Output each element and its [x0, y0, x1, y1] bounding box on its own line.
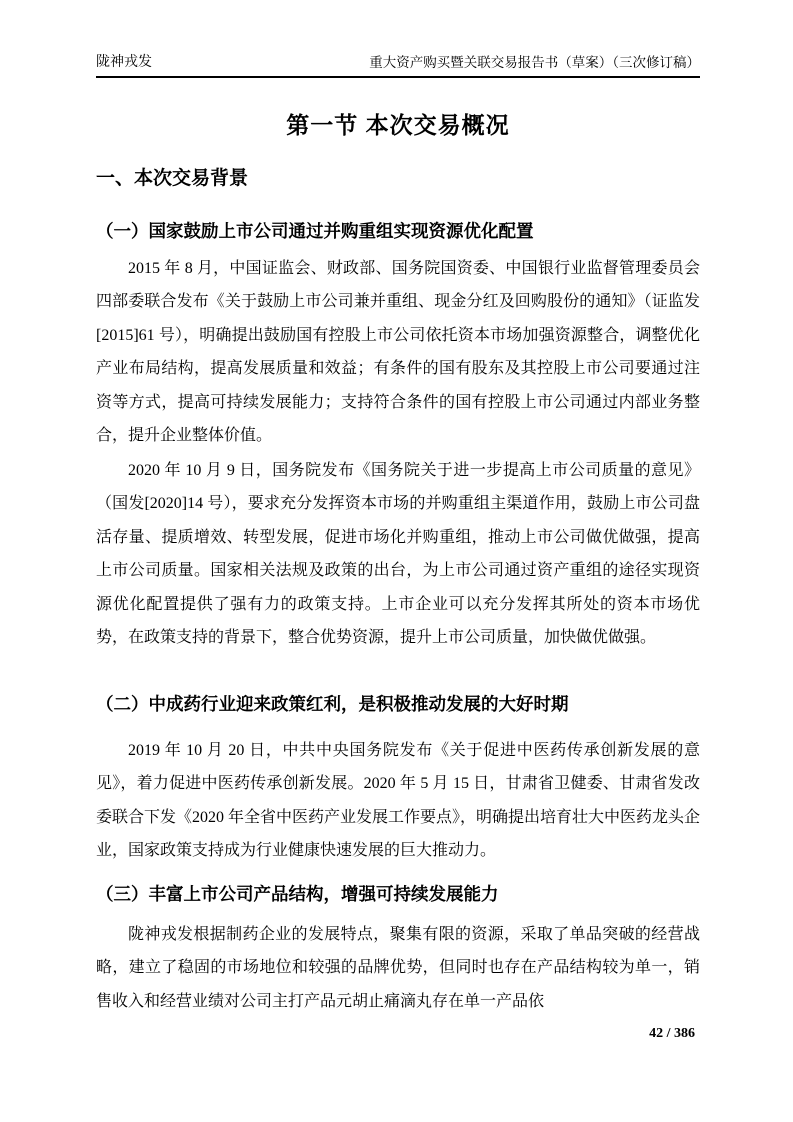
header-report-title: 重大资产购买暨关联交易报告书（草案）（三次修订稿）	[369, 55, 700, 70]
paragraph-sub1-1: 2015 年 8 月，中国证监会、财政部、国务院国资委、中国银行业监督管理委员会四部委联合发布《关于鼓励上市公司兼并重组、现金分红及回购股份的通知》（证监发[2015]61 号），明确提出鼓励国有控股上市公司依托资本市场加强资源整合，调整优化产业布局结构，提高发展质量和效益；有条件的国有股东及其控股上市公司要通过注资等方式，提高可持续发展能力；支持符合条件的国有控股上市公司通过内部业务整合，提升企业整体价值。	[96, 260, 700, 445]
chapter-title: 第一节 本次交易概况	[286, 112, 510, 138]
subsection-heading-2: （二）中成药行业迎来政策红利，是积极推动发展的大好时期	[96, 694, 569, 714]
page-number: 42 / 386	[649, 1026, 695, 1041]
paragraph-sub2-1: 2019 年 10 月 20 日，中共中央国务院发布《关于促进中医药传承创新发展的意见》，着力促进中医药传承创新发展。2020 年 5 月 15 日，甘肃省卫健委、甘肃省发改委联合下发《2020 年全省中医药产业发展工作要点》，明确提出培育壮大中医药龙头企业，国家政策支持成为行业健康快速发展的巨大推动力。	[96, 742, 701, 860]
subsection-heading-3: （三）丰富上市公司产品结构，增强可持续发展能力	[96, 884, 499, 904]
header-company-name: 陇神戎发	[96, 55, 152, 70]
paragraph-sub3-1: 陇神戎发根据制药企业的发展特点，聚集有限的资源，采取了单品突破的经营战略，建立了稳固的市场地位和较强的品牌优势，但同时也存在产品结构较为单一，销售收入和经营业绩对公司主打产品元胡止痛滴丸存在单一产品依	[96, 926, 700, 1010]
running-header	[96, 55, 700, 78]
section-heading-background: 一、本次交易背景	[96, 168, 249, 189]
subsection-heading-1: （一）国家鼓励上市公司通过并购重组实现资源优化配置	[96, 221, 534, 241]
paragraph-sub1-2: 2020 年 10 月 9 日，国务院发布《国务院关于进一步提高上市公司质量的意见》（国发[2020]14 号），要求充分发挥资本市场的并购重组主渠道作用，鼓励上市公司盘活存量、提质增效、转型发展，促进市场化并购重组，推动上市公司做优做强，提高上市公司质量。国家相关法规及政策的出台，为上市公司通过资产重组的途径实现资源优化配置提供了强有力的政策支持。上市企业可以充分发挥其所处的资本市场优势，在政策支持的背景下，整合优势资源，提升上市公司质量，加快做优做强。	[96, 462, 700, 647]
